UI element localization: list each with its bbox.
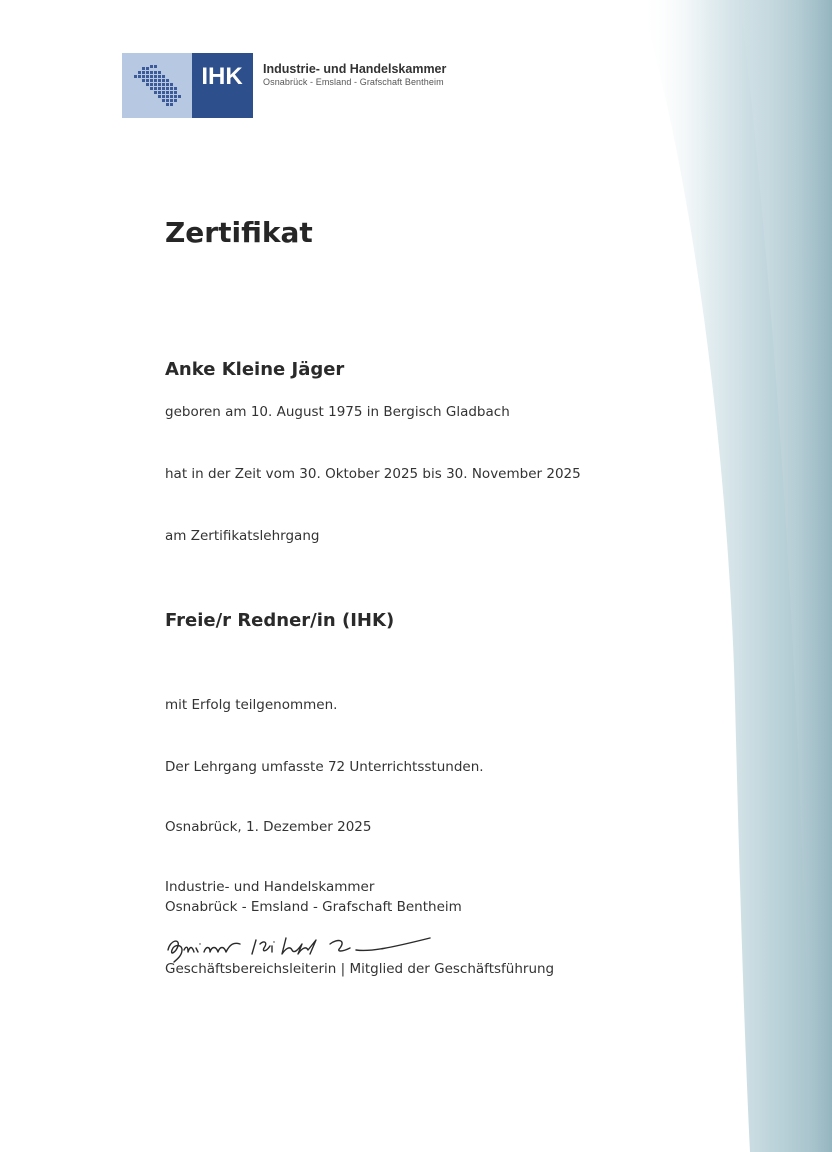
- place-date: Osnabrück, 1. Dezember 2025: [165, 819, 372, 835]
- birth-line: geboren am 10. August 1975 in Bergisch Gladbach: [165, 404, 510, 420]
- certificate-title: Zertifikat: [165, 216, 313, 249]
- recipient-name: Anke Kleine Jäger: [165, 359, 345, 380]
- period-line: hat in der Zeit vom 30. Oktober 2025 bis 30. November 2025: [165, 466, 581, 482]
- ihk-logo-graphic: [122, 53, 253, 118]
- course-intro: am Zertifikatslehrgang: [165, 528, 320, 544]
- success-line: mit Erfolg teilgenommen.: [165, 697, 338, 713]
- issuer-line-2: Osnabrück - Emsland - Grafschaft Bentheim: [165, 899, 462, 915]
- logo-org-name: Industrie- und Handelskammer: [263, 62, 447, 76]
- signature-caption: Geschäftsbereichsleiterin | Mitglied der Geschäftsführung: [165, 961, 555, 977]
- ihk-badge-text: IHK: [201, 63, 243, 90]
- course-name: Freie/r Redner/in (IHK): [165, 610, 395, 631]
- ihk-logo: [122, 53, 253, 118]
- ihk-logo-text: [263, 62, 446, 88]
- hours-line: Der Lehrgang umfasste 72 Unterrichtsstunden.: [165, 759, 484, 775]
- issuer-line-1: Industrie- und Handelskammer: [165, 879, 375, 895]
- logo-org-region: Osnabrück - Emsland - Grafschaft Bentheim: [263, 77, 444, 87]
